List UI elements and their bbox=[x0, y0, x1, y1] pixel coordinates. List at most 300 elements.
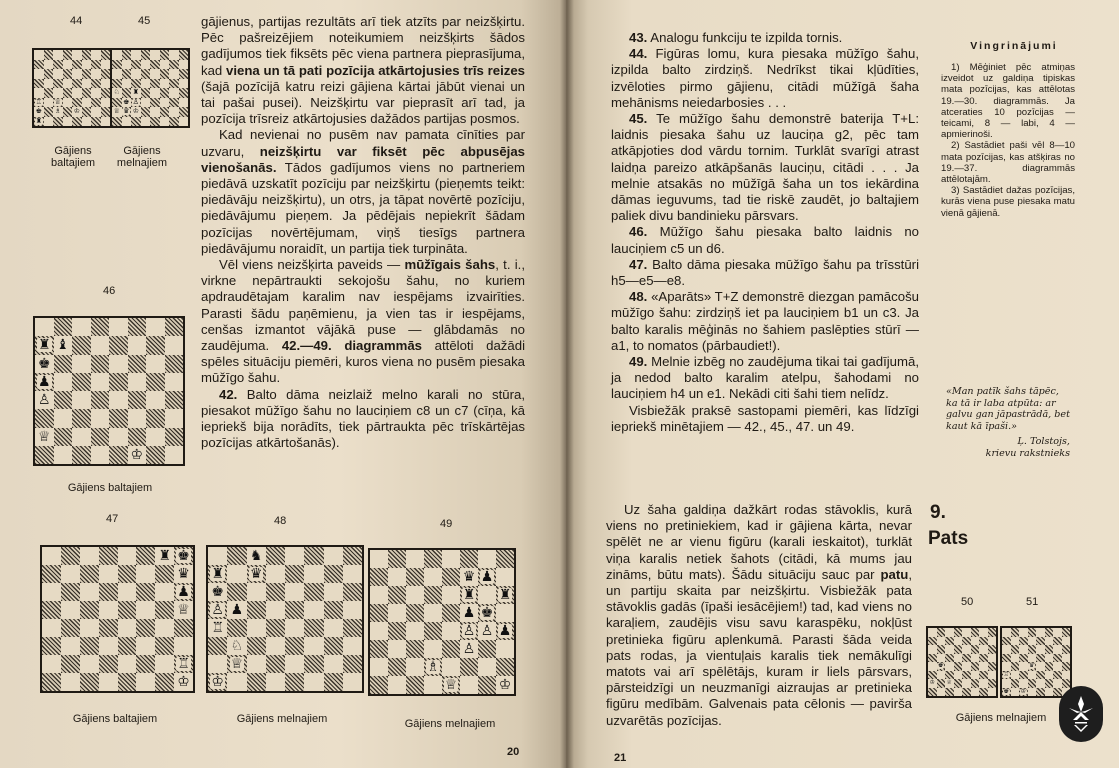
square-f3 bbox=[304, 637, 323, 655]
square-h1 bbox=[165, 446, 184, 464]
square-f4 bbox=[128, 391, 147, 409]
square-h8 bbox=[1062, 628, 1071, 637]
square-b5 bbox=[122, 79, 132, 89]
square-c4 bbox=[80, 619, 99, 637]
black-rook-icon: ♜ bbox=[132, 88, 139, 97]
square-b1 bbox=[44, 117, 54, 127]
square-d1 bbox=[424, 676, 442, 694]
square-e1 bbox=[109, 446, 128, 464]
square-f7 bbox=[136, 565, 155, 583]
page-number-left: 20 bbox=[507, 746, 520, 758]
square-c7 bbox=[80, 565, 99, 583]
paragraph-perpetual-check: Vēl viens neizšķirta paveids — mūžīgais šahs, t. i., virkne nepārtraukti sekojošu šahu, no kuriem apdraudētajam karalim nav iespējams izvairīties. Parasti šādu paņēmienu, ja vien tas ir iespējams, cenšas izmantot vājākā puse — glābdamās no zaudējuma. 42.—49. diagrammās attēloti dažādi spēles situāciju piemēri, kuros viena no pusēm piesaka mūžīgo šahu. bbox=[201, 257, 526, 386]
black-rook-icon: ♜ bbox=[462, 587, 476, 603]
square-h6 bbox=[165, 355, 184, 373]
white-king-icon: ♔ bbox=[130, 446, 144, 463]
square-c8 bbox=[406, 550, 424, 568]
square-c1 bbox=[945, 688, 954, 697]
black-pawn-icon: ♟ bbox=[230, 602, 244, 618]
square-b7 bbox=[61, 565, 80, 583]
square-f5 bbox=[128, 373, 147, 391]
square-h3 bbox=[174, 637, 193, 655]
square-b2 bbox=[937, 679, 946, 688]
square-g5 bbox=[979, 654, 988, 663]
square-d4 bbox=[954, 662, 963, 671]
square-e2 bbox=[442, 658, 460, 676]
square-f3 bbox=[160, 98, 170, 108]
square-g3 bbox=[169, 98, 179, 108]
square-d1 bbox=[91, 446, 110, 464]
square-h8 bbox=[101, 50, 111, 60]
square-a6 bbox=[35, 355, 54, 373]
diagram-number-46: 46 bbox=[103, 285, 116, 297]
square-f6 bbox=[1045, 645, 1054, 654]
square-e2 bbox=[118, 655, 137, 673]
square-e1 bbox=[285, 673, 304, 691]
square-a4 bbox=[42, 619, 61, 637]
square-d8 bbox=[63, 50, 73, 60]
square-h5 bbox=[1062, 654, 1071, 663]
square-a3 bbox=[1002, 671, 1011, 680]
square-c6 bbox=[131, 69, 141, 79]
black-king-icon: ♚ bbox=[35, 107, 42, 116]
square-f5 bbox=[971, 654, 980, 663]
square-g3 bbox=[155, 637, 174, 655]
square-f2 bbox=[1045, 679, 1054, 688]
square-e1 bbox=[118, 673, 137, 691]
square-b8 bbox=[44, 50, 54, 60]
square-h4 bbox=[496, 622, 514, 640]
square-a8 bbox=[35, 318, 54, 336]
square-f8 bbox=[128, 318, 147, 336]
square-c3 bbox=[945, 671, 954, 680]
white-pawn-icon: ♙ bbox=[211, 602, 224, 618]
square-a4 bbox=[34, 88, 44, 98]
square-h5 bbox=[988, 654, 997, 663]
square-f1 bbox=[82, 117, 92, 127]
square-c4 bbox=[131, 88, 141, 98]
square-e3 bbox=[285, 637, 304, 655]
square-c8 bbox=[1019, 628, 1028, 637]
paragraph-repetition: gājienus, partijas rezultāts arī tiek atzīts par neizšķirtu. Pēc pašreizējiem noteikumiem neizšķirts šādos gadījumos tiek fiksēts pēc viena partnera pieprasījuma, kad viena un tā pati pozīcija atkārtojusies trīs reizes (šajā pozīcijā katru reizi gājiena kārtai jābūt vienai un tai pašai pusei). Neizšķirtu var pieprasīt arī tad, ja pozīcija trīsreiz atkārtojusies dažādos partijas posmos. bbox=[201, 14, 525, 127]
square-a6 bbox=[370, 586, 388, 604]
square-g6 bbox=[1053, 645, 1062, 654]
caption-48: Gājiens melnajiem bbox=[236, 713, 328, 725]
square-h5 bbox=[496, 604, 514, 622]
square-g1 bbox=[324, 673, 343, 691]
square-c5 bbox=[72, 373, 91, 391]
square-g7 bbox=[169, 60, 179, 70]
square-b6 bbox=[61, 583, 80, 601]
square-c7 bbox=[406, 568, 424, 586]
square-d4 bbox=[99, 619, 118, 637]
square-e2 bbox=[285, 655, 304, 673]
square-g4 bbox=[979, 662, 988, 671]
square-c7 bbox=[72, 336, 91, 354]
square-a7 bbox=[208, 565, 227, 583]
square-h2 bbox=[988, 679, 997, 688]
square-c4 bbox=[53, 88, 63, 98]
square-b8 bbox=[1011, 628, 1020, 637]
square-h1 bbox=[496, 676, 514, 694]
square-g1 bbox=[146, 446, 165, 464]
white-knight-icon: ♘ bbox=[230, 638, 244, 654]
square-h7 bbox=[988, 637, 997, 646]
white-queen-icon: ♕ bbox=[946, 679, 952, 687]
square-h8 bbox=[496, 550, 514, 568]
quote-author-role: krievu rakstnieks bbox=[985, 448, 1070, 459]
square-e3 bbox=[109, 409, 128, 427]
square-e2 bbox=[962, 679, 971, 688]
square-g3 bbox=[91, 98, 101, 108]
square-c2 bbox=[72, 428, 91, 446]
square-g6 bbox=[169, 69, 179, 79]
square-b7 bbox=[227, 565, 246, 583]
closing-paragraph: Visbiežāk praksē sastopami piemēri, kas līdzīgi iepriekš minētajiem — 42., 45., 47. un 49. bbox=[611, 402, 919, 434]
square-d3 bbox=[63, 98, 73, 108]
square-g8 bbox=[91, 50, 101, 60]
square-h8 bbox=[165, 318, 184, 336]
white-rook-icon: ♖ bbox=[1003, 670, 1009, 678]
square-c1 bbox=[406, 676, 424, 694]
square-g8 bbox=[478, 550, 496, 568]
square-g4 bbox=[478, 622, 496, 640]
square-c3 bbox=[131, 98, 141, 108]
square-g1 bbox=[979, 688, 988, 697]
chess-board-49 bbox=[368, 548, 516, 696]
square-d2 bbox=[91, 428, 110, 446]
square-c7 bbox=[53, 60, 63, 70]
square-c6 bbox=[406, 586, 424, 604]
white-king-icon: ♔ bbox=[73, 107, 80, 116]
black-knight-icon: ♞ bbox=[249, 548, 263, 564]
square-c5 bbox=[80, 601, 99, 619]
square-f8 bbox=[460, 550, 478, 568]
square-c3 bbox=[1019, 671, 1028, 680]
square-d6 bbox=[99, 583, 118, 601]
square-d2 bbox=[954, 679, 963, 688]
square-e7 bbox=[962, 637, 971, 646]
square-f6 bbox=[136, 583, 155, 601]
square-a4 bbox=[208, 619, 227, 637]
square-f4 bbox=[160, 88, 170, 98]
square-e3 bbox=[1036, 671, 1045, 680]
square-f2 bbox=[460, 658, 478, 676]
square-f7 bbox=[128, 336, 147, 354]
black-king-icon: ♚ bbox=[938, 662, 944, 670]
square-c5 bbox=[1019, 654, 1028, 663]
white-queen-icon: ♕ bbox=[230, 656, 244, 672]
square-a7 bbox=[1002, 637, 1011, 646]
square-b4 bbox=[937, 662, 946, 671]
square-g1 bbox=[478, 676, 496, 694]
square-c6 bbox=[53, 69, 63, 79]
square-d6 bbox=[266, 583, 285, 601]
black-rook-icon: ♜ bbox=[498, 587, 512, 603]
square-c1 bbox=[247, 673, 266, 691]
black-rook-icon: ♜ bbox=[37, 337, 51, 354]
square-f3 bbox=[136, 637, 155, 655]
square-c1 bbox=[80, 673, 99, 691]
square-e3 bbox=[442, 640, 460, 658]
square-g5 bbox=[1053, 654, 1062, 663]
square-g2 bbox=[979, 679, 988, 688]
square-b7 bbox=[1011, 637, 1020, 646]
square-f6 bbox=[160, 69, 170, 79]
square-c4 bbox=[72, 391, 91, 409]
square-f4 bbox=[1045, 662, 1054, 671]
black-king-icon: ♚ bbox=[123, 97, 130, 106]
square-e2 bbox=[1036, 679, 1045, 688]
square-f7 bbox=[160, 60, 170, 70]
square-e5 bbox=[72, 79, 82, 89]
square-a8 bbox=[112, 50, 122, 60]
square-d5 bbox=[1028, 654, 1037, 663]
square-e3 bbox=[150, 98, 160, 108]
white-queen-icon: ♕ bbox=[113, 107, 120, 116]
square-a1 bbox=[370, 676, 388, 694]
square-f6 bbox=[304, 583, 323, 601]
square-f3 bbox=[971, 671, 980, 680]
square-b4 bbox=[388, 622, 406, 640]
square-e6 bbox=[109, 355, 128, 373]
square-a8 bbox=[34, 50, 44, 60]
square-g5 bbox=[91, 79, 101, 89]
square-e7 bbox=[118, 565, 137, 583]
right-text-column bbox=[611, 30, 919, 435]
square-e6 bbox=[285, 583, 304, 601]
item-45: 45. Te mūžīgo šahu demonstrē baterija T+L: laidnis piesaka šahu uz lauciņa g2, pēc tam atkāpjoties dod vārdu tornim. Turklāt svarīgi atrast laidņa pareizo atkāpšanās lauciņu, citādi . . . Ja melnie atsakās no mūžīgā šaha un tos iekārdina dāmas ieguvums, tad tie riskē zaudēt, jo baltajiem paliek divu bandinieku pārsvars. bbox=[611, 111, 919, 224]
square-e6 bbox=[150, 69, 160, 79]
square-b4 bbox=[227, 619, 246, 637]
square-g6 bbox=[478, 586, 496, 604]
square-h2 bbox=[179, 107, 189, 117]
square-a3 bbox=[928, 671, 937, 680]
square-h7 bbox=[179, 60, 189, 70]
square-f5 bbox=[136, 601, 155, 619]
white-king-icon: ♔ bbox=[211, 674, 224, 690]
square-h8 bbox=[988, 628, 997, 637]
square-c2 bbox=[945, 679, 954, 688]
square-e7 bbox=[109, 336, 128, 354]
square-e4 bbox=[109, 391, 128, 409]
square-h6 bbox=[179, 69, 189, 79]
square-d4 bbox=[266, 619, 285, 637]
black-king-icon: ♚ bbox=[1003, 687, 1009, 695]
square-h1 bbox=[101, 117, 111, 127]
square-e5 bbox=[1036, 654, 1045, 663]
square-h8 bbox=[179, 50, 189, 60]
white-pawn-icon: ♙ bbox=[37, 392, 51, 409]
square-h6 bbox=[496, 586, 514, 604]
square-e1 bbox=[150, 117, 160, 127]
square-a5 bbox=[34, 79, 44, 89]
square-a6 bbox=[42, 583, 61, 601]
square-a5 bbox=[42, 601, 61, 619]
square-e8 bbox=[72, 50, 82, 60]
square-a3 bbox=[208, 637, 227, 655]
square-g2 bbox=[146, 428, 165, 446]
square-b3 bbox=[227, 637, 246, 655]
square-f4 bbox=[136, 619, 155, 637]
square-f1 bbox=[160, 117, 170, 127]
square-d8 bbox=[141, 50, 151, 60]
square-f7 bbox=[82, 60, 92, 70]
square-e4 bbox=[150, 88, 160, 98]
square-d5 bbox=[63, 79, 73, 89]
diagram-number-51: 51 bbox=[1026, 596, 1039, 608]
square-h3 bbox=[496, 640, 514, 658]
square-h7 bbox=[174, 565, 193, 583]
square-b4 bbox=[54, 391, 73, 409]
square-c8 bbox=[247, 547, 266, 565]
square-e2 bbox=[72, 107, 82, 117]
square-h6 bbox=[174, 583, 193, 601]
square-e7 bbox=[150, 60, 160, 70]
white-king-icon: ♔ bbox=[132, 107, 139, 116]
square-c6 bbox=[945, 645, 954, 654]
black-queen-icon: ♛ bbox=[177, 566, 190, 582]
square-e8 bbox=[962, 628, 971, 637]
item-43: 43. Analogu funkciju te izpilda tornis. bbox=[629, 30, 843, 45]
square-d1 bbox=[63, 117, 73, 127]
square-b1 bbox=[61, 673, 80, 691]
square-f4 bbox=[304, 619, 323, 637]
square-b3 bbox=[61, 637, 80, 655]
white-queen-icon: ♕ bbox=[444, 677, 458, 693]
square-a2 bbox=[1002, 679, 1011, 688]
square-g7 bbox=[146, 336, 165, 354]
square-b5 bbox=[937, 654, 946, 663]
square-a8 bbox=[208, 547, 227, 565]
square-b5 bbox=[54, 373, 73, 391]
square-h4 bbox=[988, 662, 997, 671]
square-f7 bbox=[460, 568, 478, 586]
square-d3 bbox=[99, 637, 118, 655]
square-h3 bbox=[988, 671, 997, 680]
square-f1 bbox=[136, 673, 155, 691]
square-a4 bbox=[35, 391, 54, 409]
square-f4 bbox=[971, 662, 980, 671]
square-d1 bbox=[954, 688, 963, 697]
diagram-number-47: 47 bbox=[106, 513, 119, 525]
square-d7 bbox=[266, 565, 285, 583]
square-b8 bbox=[61, 547, 80, 565]
square-g6 bbox=[324, 583, 343, 601]
square-e8 bbox=[1036, 628, 1045, 637]
stalemate-paragraph: Uz šaha galdiņa dažkārt rodas stāvoklis, kurā viens no pretiniekiem, kad ir gājiena kārta, nevar spēlēt ne ar vienu figūru (karali ieskaitot), turklāt viņa karalis netiek šahots (citādi, kā mums jau zināms, būtu mats). Šādu situāciju sauc par patu, un partiju skaita par neizšķirtu. Visbiežāk pata stāvoklis gadās (īpaši iesācējiem!) tad, kad viens no karaļiem, zaudējis visu savu karaspēku, nokļūst pretinieka figūru aplenkumā. Parasti šāda veida pats rodas, ja vientuļais karalis tiek nemākulīgi matots vai arī spēlētājs, kuram ir liels pārsvars, pārsteidzīgi un neuzmanīgi aizraujas ar pretinieka figūru medībām. Galvenais pata cēlonis — pavirša uzvarētās pozīcijas. bbox=[606, 502, 912, 728]
square-h1 bbox=[988, 688, 997, 697]
square-c6 bbox=[1019, 645, 1028, 654]
square-c5 bbox=[53, 79, 63, 89]
square-a1 bbox=[34, 117, 44, 127]
square-f5 bbox=[82, 79, 92, 89]
black-king-icon: ♚ bbox=[177, 548, 190, 564]
square-b2 bbox=[61, 655, 80, 673]
square-b3 bbox=[54, 409, 73, 427]
square-e6 bbox=[442, 586, 460, 604]
square-g8 bbox=[155, 547, 174, 565]
square-h5 bbox=[101, 79, 111, 89]
square-g4 bbox=[324, 619, 343, 637]
square-d7 bbox=[954, 637, 963, 646]
square-d7 bbox=[99, 565, 118, 583]
square-g4 bbox=[169, 88, 179, 98]
square-e1 bbox=[72, 117, 82, 127]
square-a7 bbox=[370, 568, 388, 586]
square-g5 bbox=[478, 604, 496, 622]
square-c8 bbox=[72, 318, 91, 336]
book-gutter bbox=[560, 0, 574, 768]
square-e5 bbox=[118, 601, 137, 619]
square-d4 bbox=[63, 88, 73, 98]
square-a6 bbox=[208, 583, 227, 601]
square-b5 bbox=[227, 601, 246, 619]
square-f8 bbox=[160, 50, 170, 60]
square-g6 bbox=[146, 355, 165, 373]
square-g8 bbox=[1053, 628, 1062, 637]
square-d6 bbox=[141, 69, 151, 79]
white-pawn-icon: ♙ bbox=[462, 623, 476, 639]
paragraph-agreement: Kad nevienai no pusēm nav pamata cīnīties par uzvaru, neizšķirtu var fiksēt pēc abpusējas vienošanās. Tādos gadījumos viens no partneriem piedāvā uzskatīt pozīciju par neizšķirtu (pieņemts teikt: piedāvāju neizšķirtu), un otrs, ja tāpat novērtē pozīciju, piedāvājumu pieņem. Ja pēdējais nepiekrīt šādam pozīcijas novērtējumam, viņš tiesīgs partnera piedāvājumu noraidīt, un partija tiek turpināta. bbox=[201, 127, 525, 256]
square-b6 bbox=[44, 69, 54, 79]
square-b8 bbox=[122, 50, 132, 60]
square-c6 bbox=[80, 583, 99, 601]
square-c6 bbox=[72, 355, 91, 373]
left-text-column bbox=[201, 14, 525, 451]
square-b8 bbox=[388, 550, 406, 568]
black-king-icon: ♚ bbox=[480, 605, 494, 621]
square-d8 bbox=[954, 628, 963, 637]
square-b3 bbox=[388, 640, 406, 658]
square-g5 bbox=[324, 601, 343, 619]
square-d6 bbox=[424, 586, 442, 604]
square-h3 bbox=[165, 409, 184, 427]
square-e4 bbox=[72, 88, 82, 98]
square-b1 bbox=[388, 676, 406, 694]
square-c5 bbox=[945, 654, 954, 663]
square-c2 bbox=[406, 658, 424, 676]
square-c8 bbox=[131, 50, 141, 60]
square-e5 bbox=[109, 373, 128, 391]
square-e5 bbox=[442, 604, 460, 622]
black-pawn-icon: ♟ bbox=[37, 373, 51, 390]
white-king-icon: ♔ bbox=[177, 674, 190, 690]
section-title: Pats bbox=[928, 528, 969, 549]
square-c3 bbox=[72, 409, 91, 427]
square-c4 bbox=[1019, 662, 1028, 671]
square-b5 bbox=[1011, 654, 1020, 663]
square-b6 bbox=[227, 583, 246, 601]
diagram-number-48: 48 bbox=[274, 515, 287, 527]
square-a2 bbox=[208, 655, 227, 673]
square-e8 bbox=[285, 547, 304, 565]
square-c6 bbox=[247, 583, 266, 601]
black-king-icon: ♚ bbox=[211, 584, 224, 600]
square-d5 bbox=[954, 654, 963, 663]
square-g6 bbox=[155, 583, 174, 601]
square-a1 bbox=[208, 673, 227, 691]
square-d7 bbox=[424, 568, 442, 586]
square-f8 bbox=[971, 628, 980, 637]
square-g1 bbox=[155, 673, 174, 691]
square-a8 bbox=[42, 547, 61, 565]
square-a2 bbox=[34, 107, 44, 117]
square-b4 bbox=[44, 88, 54, 98]
square-e6 bbox=[1036, 645, 1045, 654]
item-48: 48. «Aparāts» T+Z demonstrē diezgan pamācošu mūžīgo šahu: zirdziņš iet pa lauciņiem b1 un c3. Ja balto karalis mēģinās no šahiem paslēpties stūrī — a1, to nomatos (pārbaudiet!). bbox=[611, 289, 919, 353]
page-number-right: 21 bbox=[614, 752, 627, 764]
